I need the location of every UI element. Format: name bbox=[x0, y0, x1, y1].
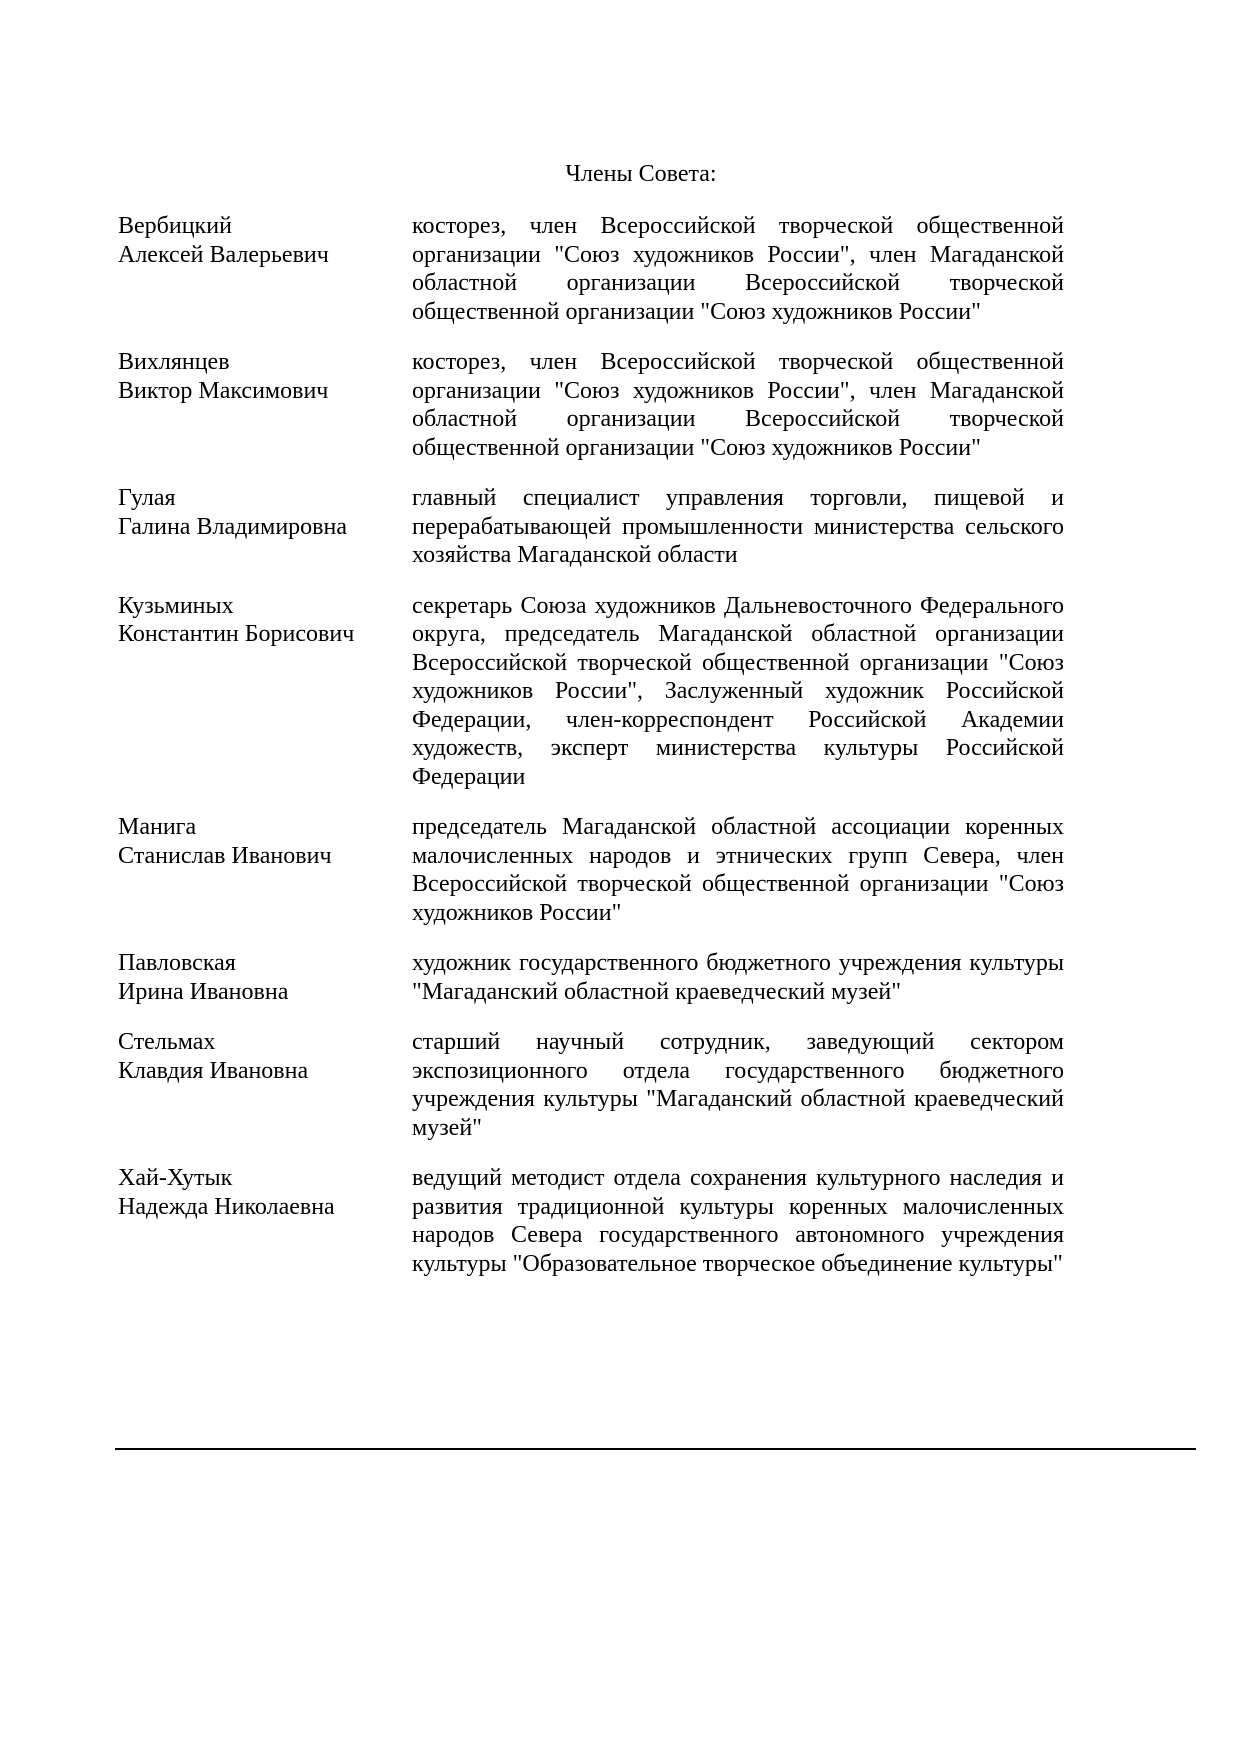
member-row bbox=[118, 484, 1064, 570]
member-row bbox=[118, 1028, 1064, 1142]
member-row bbox=[118, 212, 1064, 326]
member-description: секретарь Союза художников Дальневосточного Федерального округа, председатель Магаданской областной организации Всероссийской творческой общественной организации "Союз художников России", Заслуженный художник Российской Федерации, член-корреспондент Российской Академии художеств, эксперт министерства культуры Российской Федерации bbox=[412, 592, 1064, 790]
horizontal-divider bbox=[115, 1448, 1196, 1450]
member-given-names: Галина Владимировна bbox=[118, 513, 348, 540]
member-surname: Стельмах bbox=[118, 1029, 216, 1055]
member-name bbox=[118, 813, 412, 927]
section-heading: Члены Совета: bbox=[565, 161, 717, 187]
member-row bbox=[118, 592, 1064, 792]
member-description: косторез, член Всероссийской творческой общественной организации "Союз художников России", член Магаданской областной организации Всероссийской творческой общественной организации "Союз художников России" bbox=[412, 349, 1064, 461]
member-name bbox=[118, 949, 412, 1006]
member-given-names: Надежда Николаевна bbox=[118, 1193, 335, 1220]
member-given-names: Станислав Иванович bbox=[118, 842, 332, 869]
member-surname: Вербицкий bbox=[118, 213, 232, 239]
member-name bbox=[118, 212, 412, 326]
member-description: председатель Магаданской областной ассоциации коренных малочисленных народов и этнических групп Севера, член Всероссийской творческой общественной организации "Союз художников России" bbox=[412, 814, 1064, 926]
member-description: старший научный сотрудник, заведующий сектором экспозиционного отдела государственного бюджетного учреждения культуры "Магаданский областной краеведческий музей" bbox=[412, 1029, 1064, 1141]
member-given-names: Ирина Ивановна bbox=[118, 978, 289, 1005]
member-surname: Павловская bbox=[118, 950, 236, 976]
member-given-names: Алексей Валерьевич bbox=[118, 241, 329, 268]
members-list bbox=[118, 212, 1064, 1300]
member-row bbox=[118, 1164, 1064, 1278]
member-name bbox=[118, 1164, 412, 1278]
member-given-names: Клавдия Ивановна bbox=[118, 1057, 309, 1084]
member-row bbox=[118, 348, 1064, 462]
member-surname: Хай-Хутык bbox=[118, 1165, 233, 1191]
member-description: косторез, член Всероссийской творческой общественной организации "Союз художников России", член Магаданской областной организации Всероссийской творческой общественной организации "Союз художников России" bbox=[412, 213, 1064, 325]
member-name bbox=[118, 592, 412, 792]
member-surname: Вихлянцев bbox=[118, 349, 230, 375]
member-name bbox=[118, 484, 412, 570]
member-name bbox=[118, 348, 412, 462]
member-given-names: Константин Борисович bbox=[118, 621, 355, 647]
member-surname: Манига bbox=[118, 814, 197, 840]
member-surname: Кузьминых bbox=[118, 592, 234, 619]
member-surname: Гулая bbox=[118, 485, 176, 511]
member-row bbox=[118, 949, 1064, 1006]
member-given-names: Виктор Максимович bbox=[118, 377, 329, 404]
member-description: ведущий методист отдела сохранения культурного наследия и развития традиционной культуры коренных малочисленных народов Севера государственного автономного учреждения культуры "Образовательное творческое объединение культуры" bbox=[412, 1165, 1064, 1277]
member-row bbox=[118, 813, 1064, 927]
member-description: художник государственного бюджетного учреждения культуры "Магаданский областной краеведческий музей" bbox=[412, 950, 1064, 1005]
member-description: главный специалист управления торговли, пищевой и перерабатывающей промышленности министерства сельского хозяйства Магаданской области bbox=[412, 485, 1064, 568]
member-name bbox=[118, 1028, 412, 1142]
